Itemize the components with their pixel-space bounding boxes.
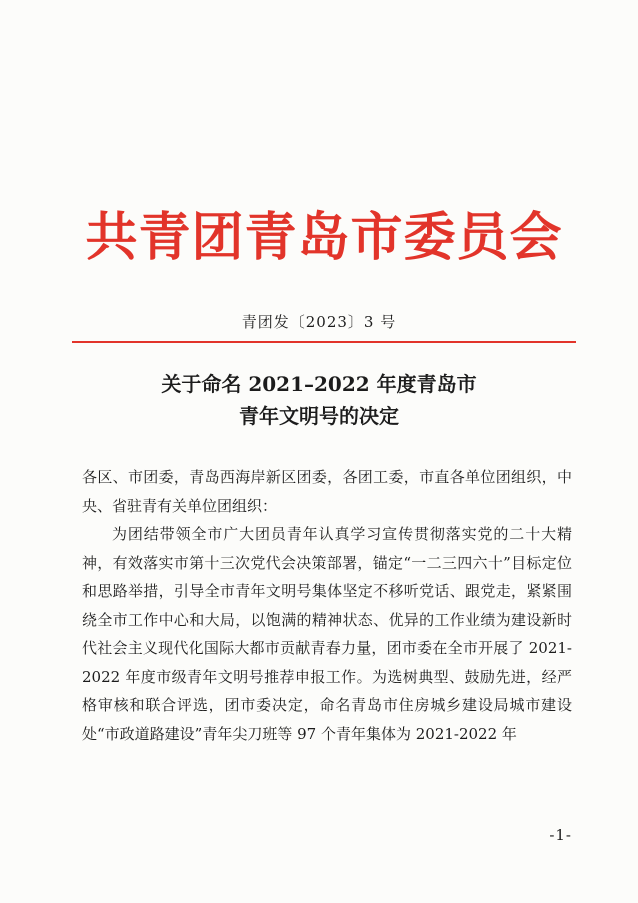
document-title-line-1: 关于命名 2021–2022 年度青岛市 xyxy=(161,372,477,396)
document-title xyxy=(0,368,638,432)
issuing-organization-title: 共青团青岛市委员会 xyxy=(85,207,563,268)
salutation: 各区、市团委，青岛西海岸新区团委，各团工委，市直各单位团组织，中央、省驻青有关单位团组织： xyxy=(82,468,572,515)
document-title-line-2: 青年文明号的决定 xyxy=(239,404,399,428)
document-body xyxy=(82,463,572,748)
document-number: 青团发〔2023〕3 号 xyxy=(241,313,397,331)
page-number: -1- xyxy=(549,826,572,844)
red-divider-line xyxy=(72,341,576,343)
body-paragraph: 为团结带领全市广大团员青年认真学习宣传贯彻落实党的二十大精神，有效落实市第十三次党代会决策部署，锚定“一二三四六十”目标定位和思路举措，引导全市青年文明号集体坚定不移听党话、跟党走，紧紧围绕全市工作中心和大局，以饱满的精神状态、优异的工作业绩为建设新时代社会主义现代化国际大都市贡献青春力量，团市委在全市开展了 2021-2022 年度市级青年文明号推荐申报工作。为选树典型、鼓励先进，经严格审核和联合评选，团市委决定，命名青岛市住房城乡建设局城市建设处“市政道路建设”青年尖刀班等 97 个青年集体为 2021-2022 年 xyxy=(82,525,572,743)
